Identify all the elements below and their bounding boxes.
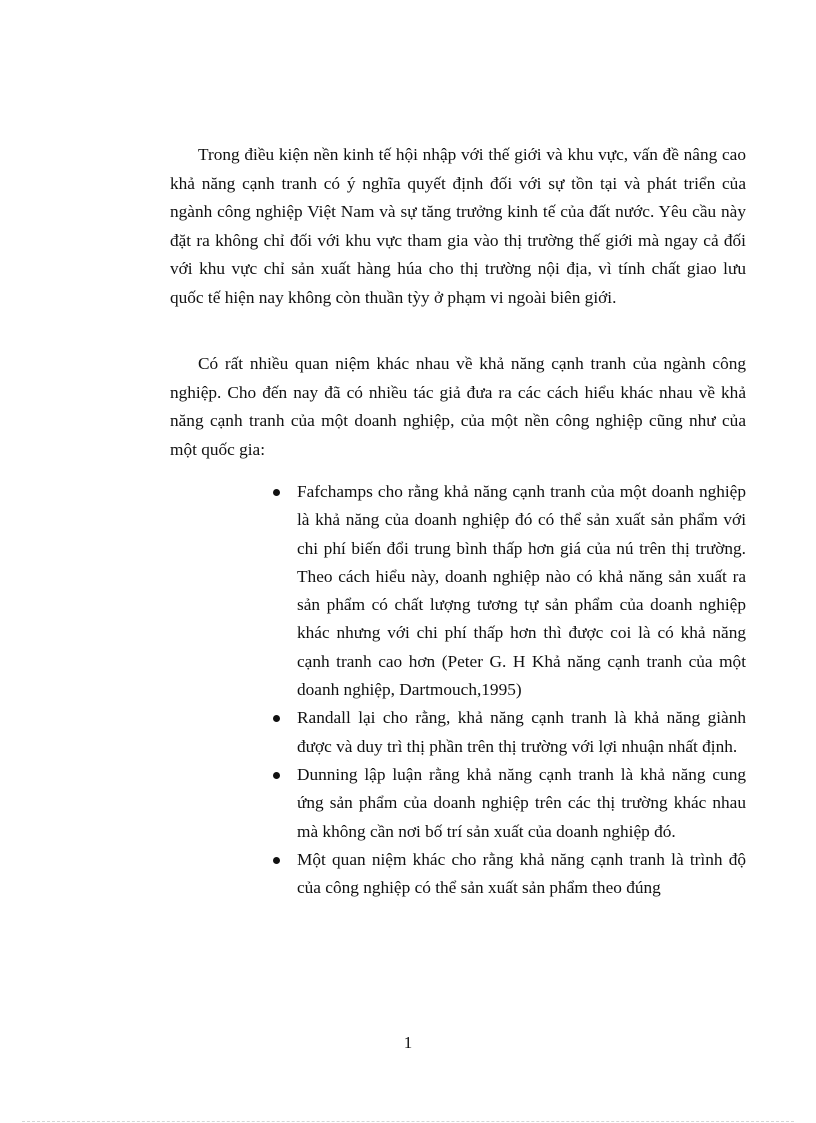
list-item xyxy=(270,761,746,846)
list-item-text: Fafchamps cho rằng khả năng cạnh tranh của một doanh nghiệp là khả năng của doanh nghiệp đó có thể sản xuất sản phẩm với chi phí biến đổi trung bình thấp hơn giá của nú trên thị trường. Theo cách hiểu này, doanh nghiệp nào có khả năng sản xuất ra sản phẩm có chất lượng tương tự sản phẩm của doanh nghiệp khác nhưng với chi phí thấp hơn thì được coi là có khả năng cạnh tranh cao hơn (Peter G. H Khả năng cạnh tranh của một doanh nghiệp, Dartmouch,1995) xyxy=(297,482,746,700)
paragraph-concepts: Có rất nhiều quan niệm khác nhau về khả năng cạnh tranh của ngành công nghiệp. Cho đến nay đã có nhiều tác giả đưa ra các cách hiểu khác nhau về khả năng cạnh tranh của một doanh nghiệp, của một nền công nghiệp cũng như của một quốc gia: xyxy=(170,354,746,459)
list-item-text: Dunning lập luận rằng khả năng cạnh tranh là khả năng cung ứng sản phẩm của doanh nghiệp trên các thị trường khác nhau mà không cần nơi bố trí sản xuất của doanh nghiệp đó. xyxy=(297,764,746,841)
paragraph-intro: Trong điều kiện nền kinh tế hội nhập với thế giới và khu vực, vấn đề nâng cao khả năng cạnh tranh có ý nghĩa quyết định đối với sự tồn tại và phát triển của ngành công nghiệp Việt Nam và sự tăng trưởng kinh tế của đất nước. Yêu cầu này đặt ra không chỉ đối với khu vực tham gia vào thị trường thế giới mà ngay cả đối với khu vực chỉ sản xuất hàng húa cho thị trường nội địa, vì tính chất giao lưu quốc tế hiện nay không còn thuần tỳy ở phạm vi ngoài biên giới. xyxy=(170,145,746,307)
list-item-text: Randall lại cho rằng, khả năng cạnh tranh là khả năng giành được và duy trì thị phần trên thị trường với lợi nhuận nhất định. xyxy=(297,708,746,756)
page-bottom-divider xyxy=(22,1121,794,1122)
bullet-list xyxy=(270,478,746,902)
list-item xyxy=(270,704,746,761)
bullet-icon xyxy=(273,715,280,722)
page-number: 1 xyxy=(403,1033,413,1052)
bullet-icon xyxy=(273,772,280,779)
bullet-icon xyxy=(273,857,280,864)
list-item xyxy=(270,478,746,704)
list-item xyxy=(270,846,746,903)
bullet-icon xyxy=(273,489,280,496)
list-item-text: Một quan niệm khác cho rằng khả năng cạnh tranh là trình độ của công nghiệp có thể sản xuất sản phẩm theo đúng xyxy=(297,849,746,898)
